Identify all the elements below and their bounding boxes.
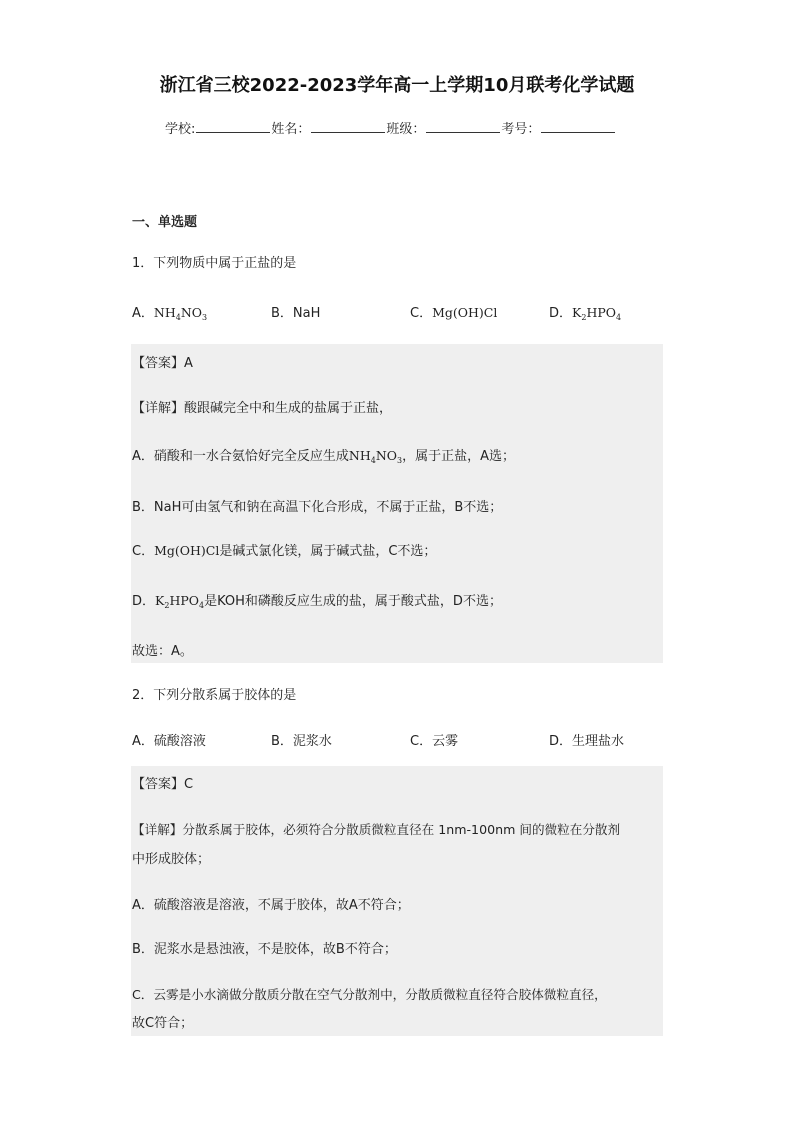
q1-explain-intro: 【详解】酸跟碱完全中和生成的盐属于正盐，	[132, 401, 393, 416]
q2-stem: 2．下列分散系属于胶体的是	[132, 688, 297, 703]
q2-explain-a: A．硫酸溶液是溶液，不属于胶体，故A不符合；	[132, 898, 410, 913]
student-info-row	[165, 118, 616, 137]
q1-answer: 【答案】A	[132, 356, 193, 371]
q1-explain-a: A．硝酸和一水合氨恰好完全反应生成$NH_4NO_3$，属于正盐，A选；	[132, 448, 516, 465]
exam-no-label: 考号：	[501, 122, 541, 137]
q2-option-c: C．云雾	[410, 734, 459, 749]
name-label: 姓名：	[271, 122, 311, 137]
q1-conclusion: 故选：A。	[132, 644, 193, 659]
q2-option-b: B．泥浆水	[271, 734, 332, 749]
page-title: 浙江省三校2022-2023学年高一上学期10月联考化学试题	[159, 75, 635, 96]
q2-answer: 【答案】C	[132, 777, 194, 792]
section-title: 一、单选题	[132, 215, 198, 230]
class-blank[interactable]	[426, 120, 500, 133]
q2-explain-1: 【详解】分散系属于胶体，必须符合分散质微粒直径在 1nm-100nm 间的微粒在分散剂	[132, 822, 621, 837]
q2-option-d: D．生理盐水	[549, 734, 625, 749]
exam-no-blank[interactable]	[541, 120, 615, 133]
q1-explain-d: D．$K_2HPO_4$是KOH和磷酸反应生成的盐，属于酸式盐，D不选；	[132, 593, 502, 610]
q1-explain-b: B．NaH可由氢气和钠在高温下化合形成，不属于正盐，B不选；	[132, 500, 503, 515]
name-blank[interactable]	[311, 120, 385, 133]
q1-stem: 1．下列物质中属于正盐的是	[132, 256, 297, 271]
q1-option-c: C．Mg(OH)Cl	[410, 305, 498, 321]
q2-explain-c1: C．云雾是小水滴做分散质分散在空气分散剂中，分散质微粒直径符合胶体微粒直径，	[132, 987, 607, 1002]
q1-explain-c: C．Mg(OH)Cl是碱式氯化镁，属于碱式盐，C不选；	[132, 543, 437, 559]
q2-explain-b: B．泥浆水是悬浊液，不是胶体，故B不符合；	[132, 942, 397, 957]
q2-explain-c2: 故C符合；	[132, 1016, 194, 1031]
school-blank[interactable]	[196, 120, 270, 133]
q2-explain-2: 中形成胶体；	[132, 852, 211, 867]
q1-option-b: B．NaH	[271, 306, 321, 321]
q1-option-a: A．$NH_4NO_3$	[132, 305, 208, 322]
class-label: 班级：	[386, 122, 426, 137]
q1-option-d: D．$K_2HPO_4$	[549, 305, 622, 322]
q2-option-a: A．硫酸溶液	[132, 734, 206, 749]
school-label: 学校:	[165, 122, 196, 137]
